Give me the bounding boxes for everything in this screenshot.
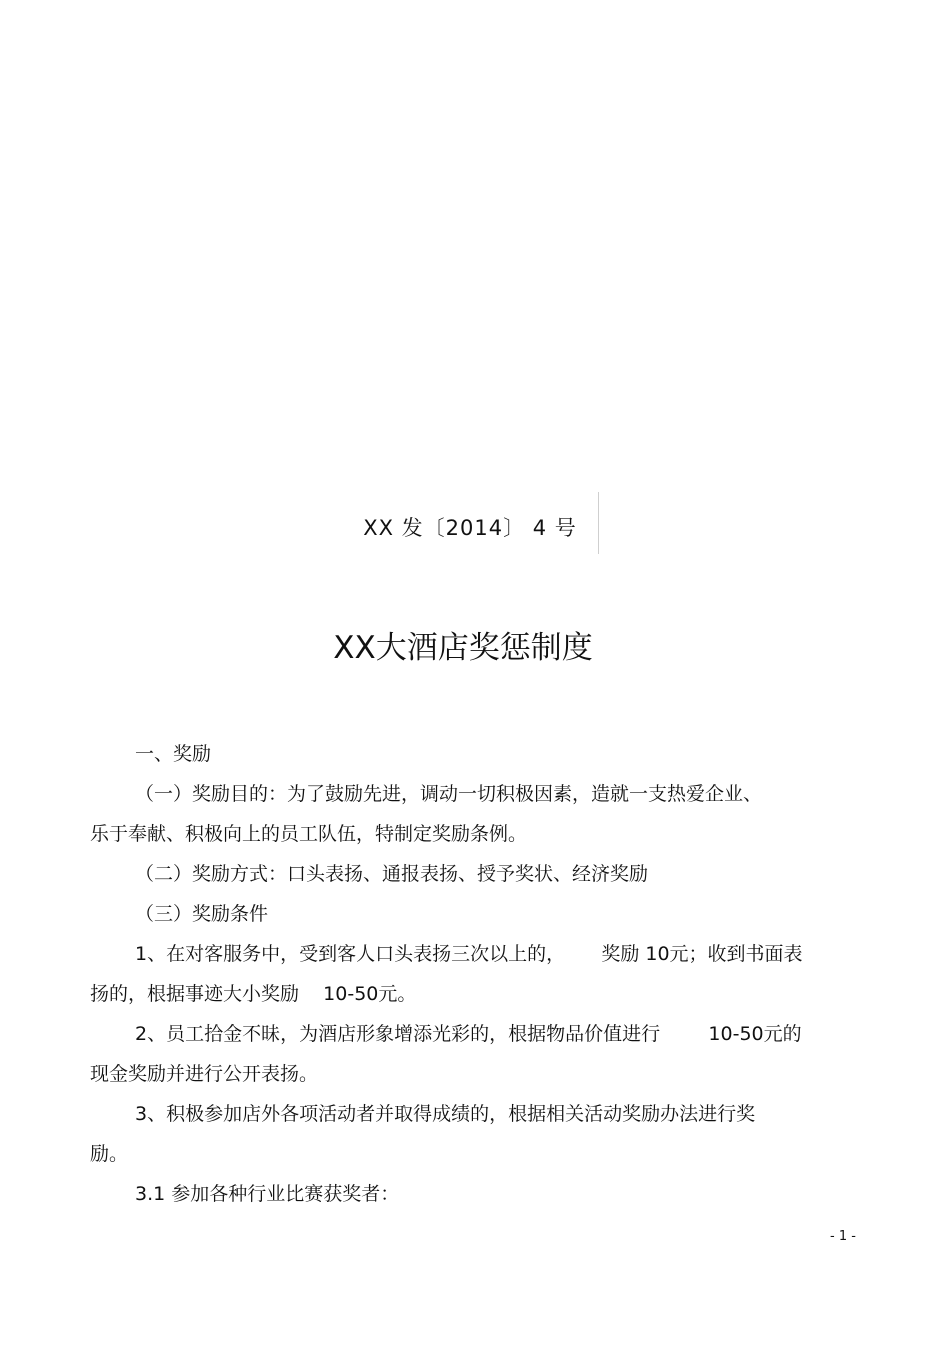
paragraph-line: （一）奖励目的：为了鼓励先进，调动一切积极因素，造就一支热爱企业、	[135, 783, 763, 805]
paragraph-line: 励。	[90, 1143, 129, 1165]
paragraph-line: 2、员工拾金不昧，为酒店形象增添光彩的，根据物品价值进行 10-50元的	[135, 1023, 802, 1045]
paragraph-line: 扬的，根据事迹大小奖励 10-50元。	[90, 983, 417, 1005]
vertical-rule	[598, 492, 599, 554]
subsection-heading: （三）奖励条件	[135, 903, 269, 925]
document-number: XX 发〔2014〕 4 号	[363, 516, 577, 540]
paragraph-line: （二）奖励方式：口头表扬、通报表扬、授予奖状、经济奖励	[135, 863, 649, 885]
paragraph-line: 现金奖励并进行公开表扬。	[90, 1063, 319, 1085]
paragraph-line: 1、在对客服务中，受到客人口头表扬三次以上的， 奖励 10元；收到书面表	[135, 943, 803, 965]
page-number: - 1 -	[830, 1229, 856, 1244]
section-heading-reward: 一、奖励	[135, 743, 212, 765]
document-title: XX大酒店奖惩制度	[333, 630, 593, 666]
paragraph-line: 3、积极参加店外各项活动者并取得成绩的，根据相关活动奖励办法进行奖	[135, 1103, 756, 1125]
paragraph-line: 乐于奉献、积极向上的员工队伍，特制定奖励条例。	[90, 823, 528, 845]
paragraph-line: 3.1 参加各种行业比赛获奖者：	[135, 1183, 400, 1205]
